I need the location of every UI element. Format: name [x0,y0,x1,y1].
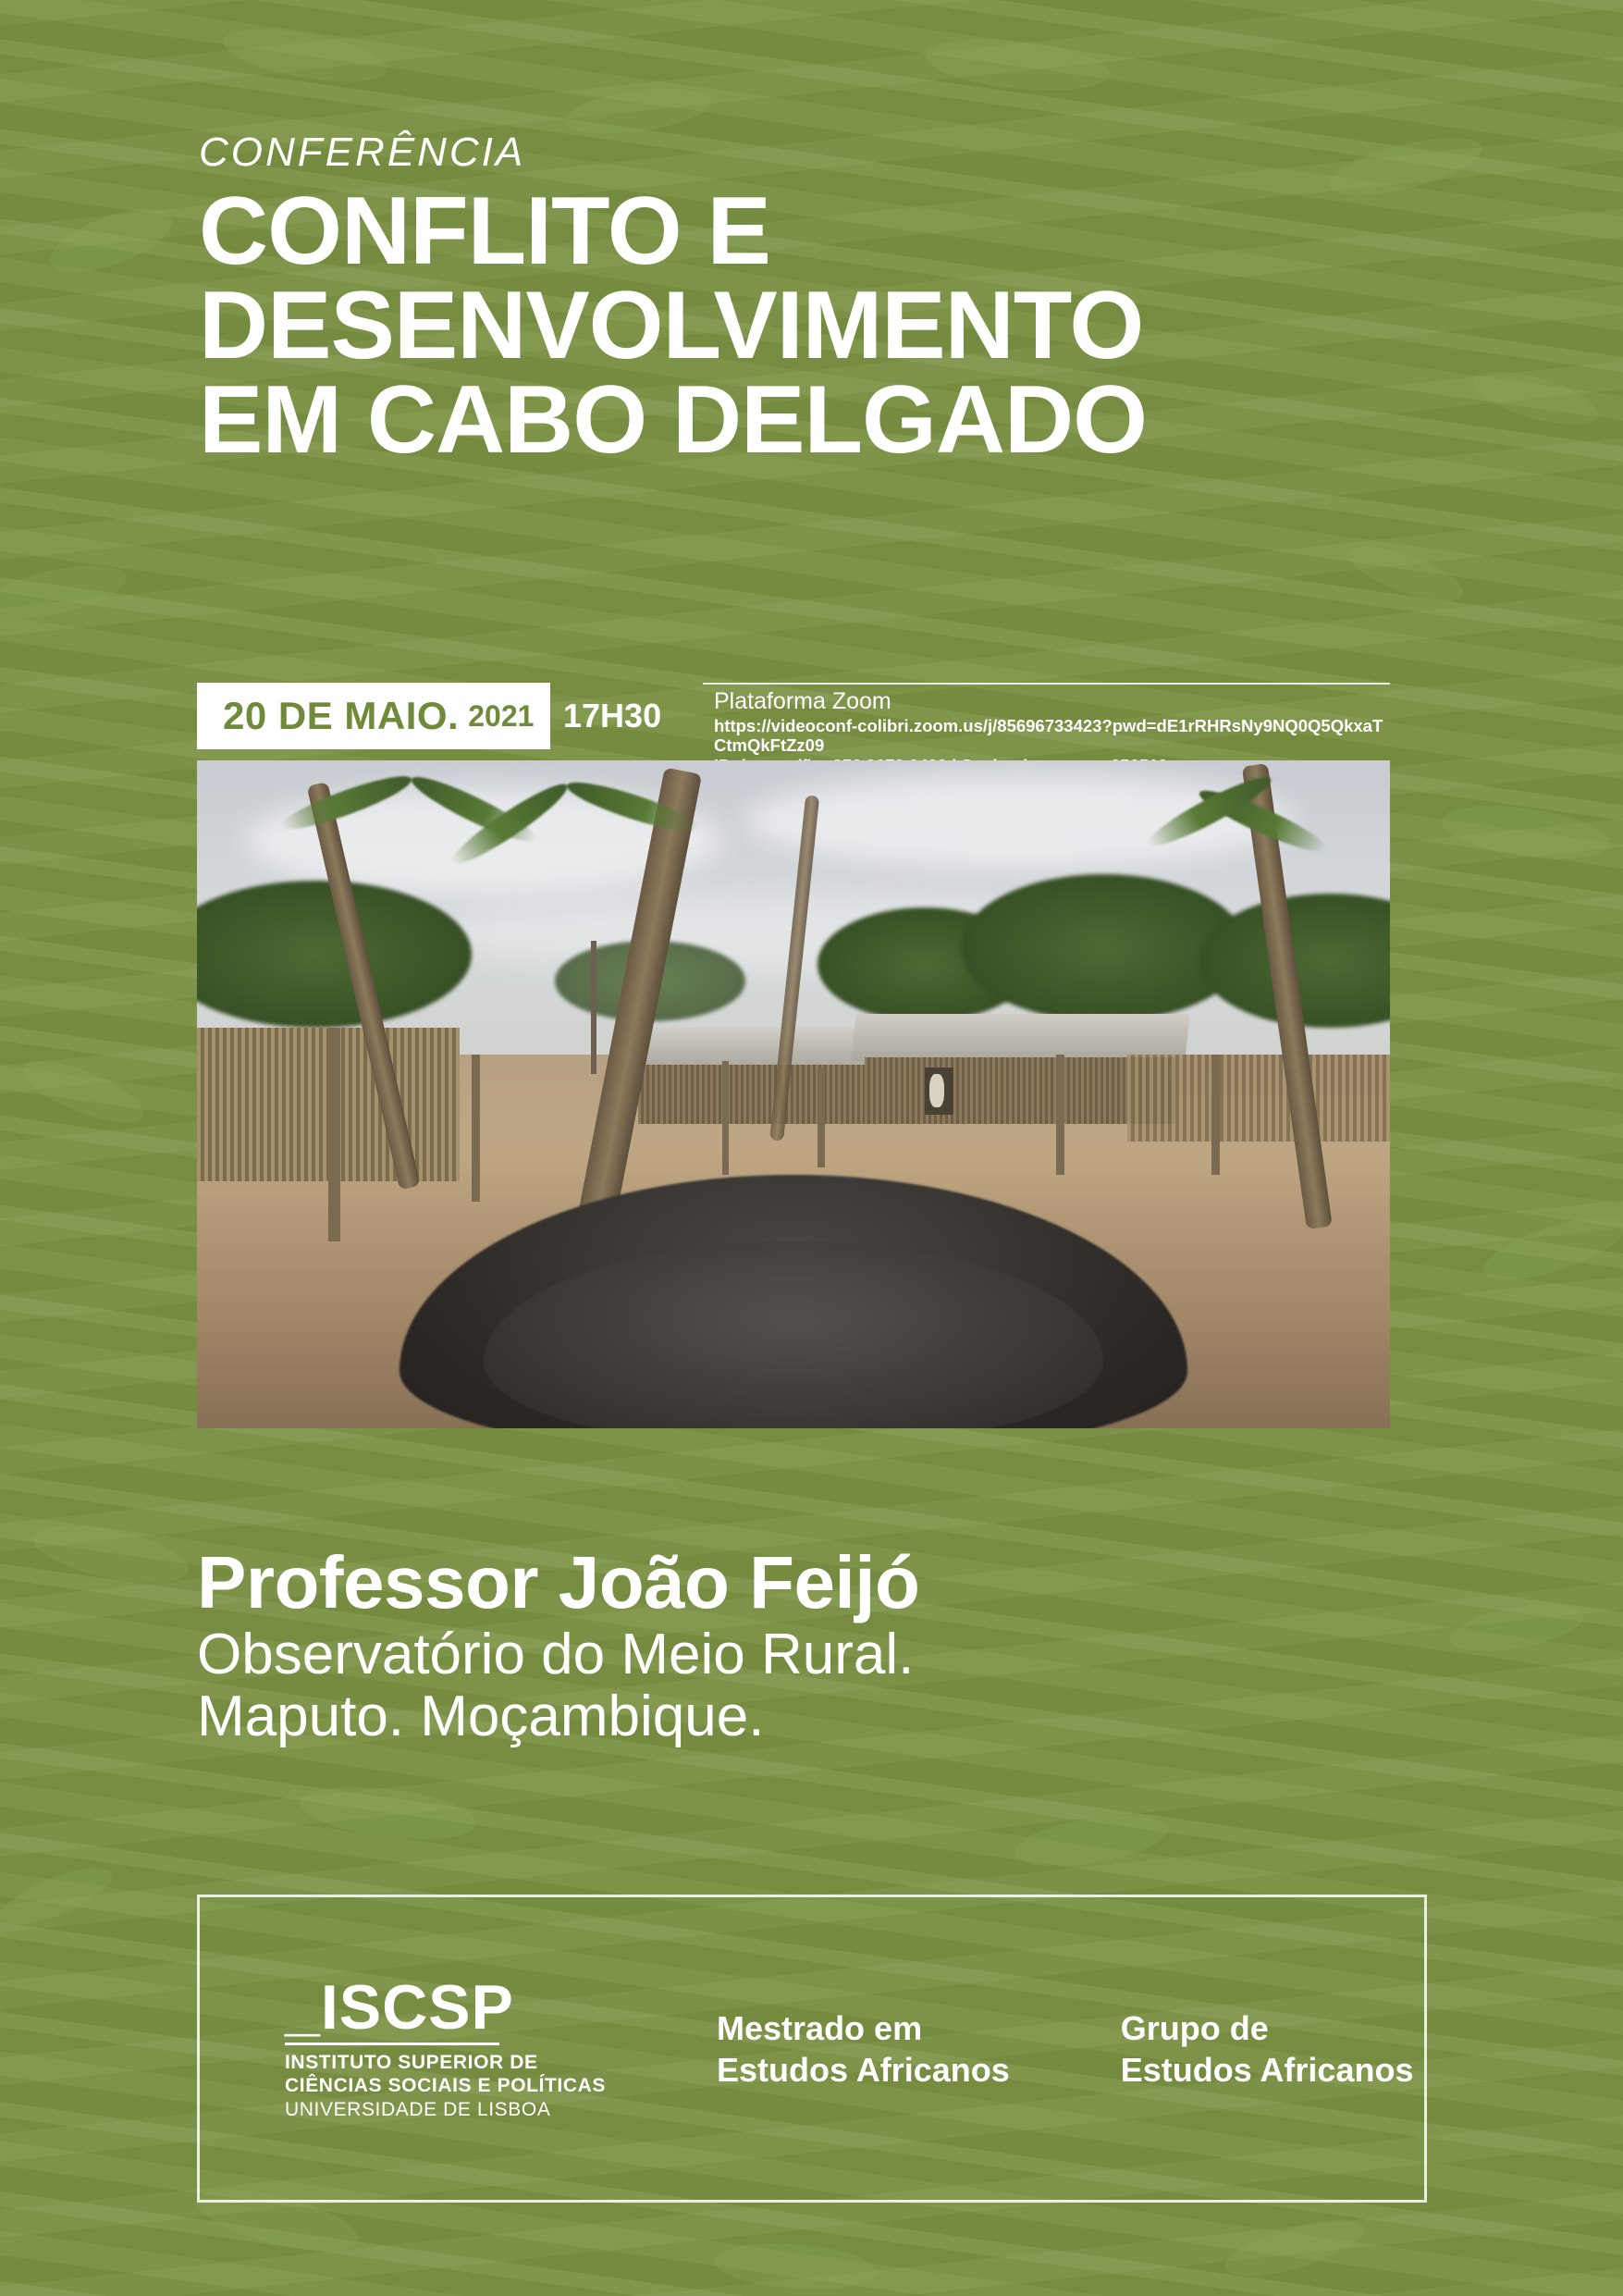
photo-fence-post [1211,1055,1220,1175]
iscsp-subtitle-line-1: INSTITUTO SUPERIOR DE [285,2051,538,2073]
event-info-bar [197,683,1390,756]
event-date: 20 DE MAIO. [223,694,460,737]
photo-hut-wall [638,1065,901,1125]
speaker-name: Professor João Feijó [197,1541,920,1623]
mestrado-line-2: Estudos Africanos [717,2050,1010,2089]
grupo-line-1: Grupo de [1120,2008,1269,2047]
iscsp-subtitle [285,2051,606,2122]
photo-utility-pole [591,941,596,1074]
footer-panel [197,1895,1427,2203]
kicker-label: CONFERÊNCIA [199,130,526,175]
title-line-3: EM CABO DELGADO [199,365,1147,474]
iscsp-wordmark: _ISCSP [285,1971,514,2043]
iscsp-subtitle-line-2: CIÊNCIAS SOCIAIS E POLÍTICAS [285,2075,607,2097]
affiliation-line-2: Maputo. Moçambique. [197,1684,765,1748]
footer-block-mestrado [717,2007,1010,2091]
photo-person [929,1074,943,1107]
event-year: 2021 [468,698,535,733]
title-line-1: CONFLITO E [199,178,770,285]
photo-fence-post [328,1028,340,1241]
zoom-link[interactable]: https://videoconf-colibri.zoom.us/j/85696733423?pwd=dE1rRHRsNy9NQ0Q5QkxaTCtmQkFtZz09 [714,715,1383,756]
event-time: 17H30 [563,697,662,734]
title-line-2: DESENVOLVIMENTO [199,271,1144,379]
footer-content [200,1897,1424,2200]
page-title [199,178,1494,474]
affiliation-line-1: Observatório do Meio Rural. [197,1622,915,1686]
footer-block-grupo [1121,2007,1414,2091]
mestrado-line-1: Mestrado em [717,2008,923,2047]
photo-fence-post [818,1068,825,1167]
photo-fence-post [1056,1055,1064,1175]
iscsp-divider [285,2043,499,2045]
iscsp-logo [285,1971,607,2122]
event-date-badge [197,683,550,749]
zoom-platform-label: Plataforma Zoom [714,688,891,714]
grupo-line-2: Estudos Africanos [1120,2050,1414,2089]
speaker-block [197,1541,1399,1748]
photo-illustration [197,760,1390,1428]
poster-header [199,130,1494,474]
speaker-affiliation [197,1624,1399,1748]
event-photo [197,760,1390,1428]
photo-fence-post [472,1055,480,1202]
iscsp-subtitle-line-3: UNIVERSIDADE DE LISBOA [285,2098,551,2120]
photo-fence-post [722,1061,730,1175]
zoom-details [703,683,1390,756]
photo-reed-fence [1127,1055,1390,1142]
